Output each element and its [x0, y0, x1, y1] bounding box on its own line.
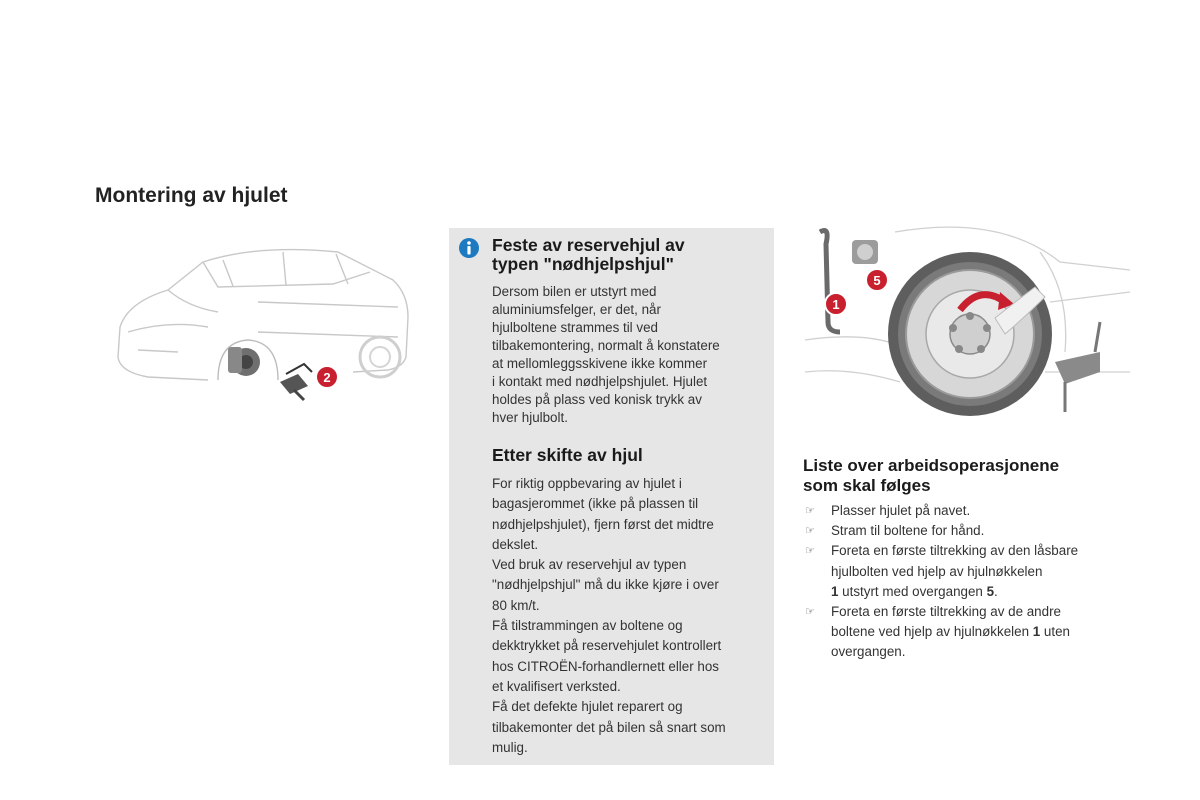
text-line: nødhjelpshjulet), fjern først det midtre	[492, 516, 714, 532]
text-line: holdes på plass ved konisk trykk av	[492, 392, 702, 407]
heading-line: Feste av reservehjul av	[492, 235, 685, 255]
heading-line: typen "nødhjelpshjul"	[492, 254, 674, 274]
step-text: .	[994, 583, 998, 599]
text-line: et kvalifisert verksted.	[492, 678, 621, 694]
info-paragraph-after-change	[492, 474, 767, 758]
part-number: 1	[1032, 624, 1041, 640]
text-line: at mellomleggsskivene ikke kommer	[492, 356, 708, 371]
list-item	[803, 501, 1143, 521]
pointing-hand-icon: ☞	[805, 505, 815, 517]
step-text: Stram til boltene for hånd.	[831, 523, 985, 539]
text-line: Dersom bilen er utstyrt med	[492, 284, 657, 299]
operations-list	[803, 501, 1143, 663]
step-text: Foreta en første tiltrekking av den låsbare	[831, 543, 1079, 559]
info-box	[449, 228, 774, 765]
title-line: som skal følges	[803, 475, 931, 495]
text-line: Få tilstrammingen av boltene og	[492, 618, 683, 634]
text-line: tilbakemonter det på bilen så snart som	[492, 719, 726, 735]
step-text: overgangen.	[831, 644, 906, 660]
step-text: hjulbolten ved hjelp av hjulnøkkelen	[831, 563, 1043, 579]
pointing-hand-icon: ☞	[805, 525, 815, 538]
text-line: Ved bruk av reservehjul av typen	[492, 557, 687, 573]
text-line: dekslet.	[492, 536, 539, 552]
step-text: utstyrt med overgangen	[838, 583, 987, 599]
text-line: For riktig oppbevaring av hjulet i	[492, 476, 682, 491]
step-text: uten	[1040, 624, 1070, 640]
part-number: 5	[986, 583, 995, 599]
text-line: "nødhjelpshjul" må du ikke kjøre i over	[492, 577, 719, 593]
step-text: Foreta en første tiltrekking av de andre	[831, 604, 1061, 620]
callout-2	[316, 366, 338, 388]
operations-title	[803, 456, 1133, 495]
text-line: Få det defekte hjulet reparert og	[492, 699, 683, 715]
title-line: Liste over arbeidsoperasjonene	[803, 456, 1060, 475]
text-line: hos CITROËN-forhandlernett eller hos	[492, 658, 719, 674]
part-number: 1	[831, 583, 839, 599]
list-item	[803, 521, 1143, 541]
text-line: hver hjulbolt.	[492, 410, 568, 425]
callout-1	[825, 293, 847, 315]
pointing-hand-icon: ☞	[805, 545, 815, 558]
adapter-part	[852, 240, 878, 264]
info-paragraph-alloy-rims	[492, 283, 767, 427]
step-text: boltene ved hjelp av hjulnøkkelen	[831, 624, 1033, 640]
wheel-illustration	[800, 222, 1130, 420]
page-title: Montering av hjulet	[95, 184, 288, 207]
text-line: dekktrykket på reservehjulet kontrollert	[492, 638, 722, 654]
svg-text:2: 2	[323, 370, 331, 385]
text-line: bagasjerommet (ikke på plassen til	[492, 496, 699, 512]
text-line: aluminiumsfelger, er det, når	[492, 302, 661, 317]
pointing-hand-icon: ☞	[805, 606, 815, 619]
svg-text:1: 1	[832, 297, 840, 312]
list-item	[803, 602, 1143, 663]
text-line: i kontakt med nødhjelpshjulet. Hjulet	[492, 374, 708, 389]
list-item	[803, 541, 1143, 602]
step-text: Plasser hjulet på navet.	[831, 503, 971, 518]
info-heading-emergency-wheel	[492, 236, 762, 274]
car-illustration	[108, 232, 418, 412]
info-icon	[459, 238, 479, 258]
wheel-tyre	[888, 252, 1052, 416]
text-line: hjulboltene strammes til ved	[492, 320, 658, 335]
callout-5	[866, 269, 888, 291]
text-line: tilbakemontering, normalt å konstatere	[492, 338, 720, 353]
text-line: mulig.	[492, 739, 528, 755]
info-heading-after-change: Etter skifte av hjul	[492, 445, 643, 465]
text-line: 80 km/t.	[492, 597, 540, 613]
svg-text:5: 5	[873, 273, 881, 288]
